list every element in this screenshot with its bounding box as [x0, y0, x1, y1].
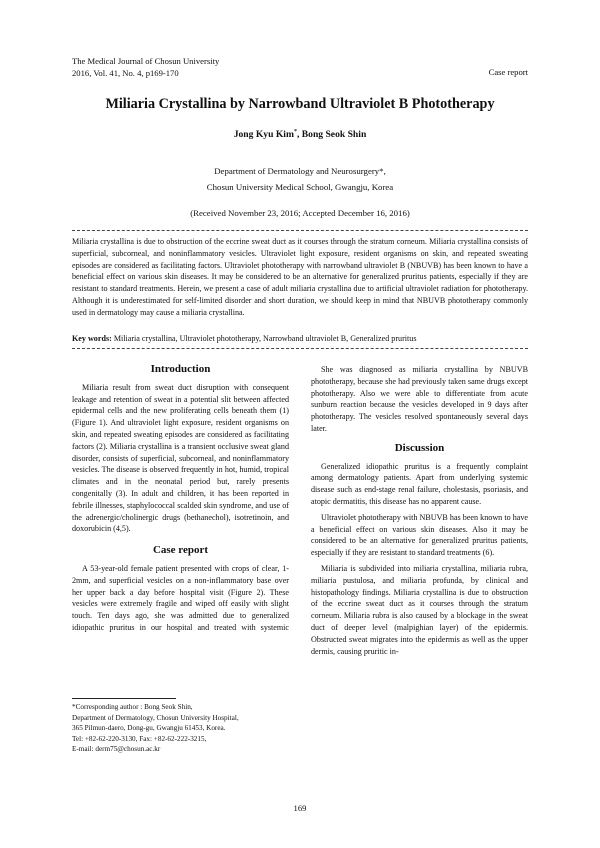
footnote-divider: [72, 698, 176, 699]
keywords-text: Miliaria crystallina, Ultraviolet phototherapy, Narrowband ultraviolet B, Generalized pruritus: [111, 334, 417, 343]
journal-name: The Medical Journal of Chosun University: [72, 56, 220, 66]
footnote-line-4: Tel: +82-62-220-3130, Fax: +82-62-222-3215,: [72, 734, 207, 743]
case-report-heading: Case report: [152, 544, 209, 557]
affiliation-line-2: Chosun University Medical School, Gwangju, Korea: [206, 182, 394, 192]
case-report-paragraph-2: She was diagnosed as miliaria crystallina by NBUVB phototherapy, because she had previously taken same drugs except phototherapy. Also we were able to differentiate from acute sunburn reaction because the vesicles developed in 9 days after phototherapy. The vesicles resolved spontaneously several days later.: [311, 365, 528, 433]
abstract-bottom-divider: [72, 348, 528, 349]
introduction-heading: Introduction: [150, 363, 211, 375]
received-accepted-dates: (Received November 23, 2016; Accepted December 16, 2016): [190, 208, 410, 218]
discussion-paragraph-1: Generalized idiopathic pruritus is a frequently complaint among dermatology patients. Apart from underlying systemic disease such as end-stage renal failure, cholestasis, psoriasis, and atopic dermatitis, this disease has no apparent cause.: [311, 461, 528, 506]
abstract-top-divider: [72, 230, 528, 231]
first-author: Jong Kyu Kim: [233, 129, 294, 141]
footnote-line-1: *Corresponding author : Bong Seok Shin,: [72, 703, 193, 711]
author-line: [40, 129, 560, 140]
abstract-text: Miliaria crystallina is due to obstruction of the eccrine sweat duct as it courses through the stratum corneum. Miliaria crystallina consists of superficial, subcorneal, and noninflammatory vesicles. Ultraviolet light exposure, resident organisms on skin, and repeated sweating episodes are considered as facilitating factors. Ultraviolet phototherapy with narrowband ultraviolet B (NBUVB) has been known to have a beneficial effect on various skin diseases. It may be considered to be an alternative for generalized pruritus patients, especially if they are resistant to standard treatments. Herein, we present a case of adult miliaria crystallina due to artificial ultraviolet radiation for phototherapy. Although it is underestimated for self-limited disorder and short duration, we should keep in mind that NBUVB phototherapy commonly used in dermatology may cause a miliaria crystallina.: [72, 237, 528, 317]
case-report-paragraph-1-start: A 53-year-old female patient presented with crops of clear, 1-2mm, and superficial vesicles on a non-inflammatory base over her upper back a day before hospital visit (Figure 2). These vesicles were extremely fragile and wiped off easily with slight touch. Ten days ago, she was admitted due to generalized idiopathic pruritus in our hospital and treated with systemic: [72, 563, 289, 632]
footnote-email[interactable]: E-mail: derm75@chosun.ac.kr: [72, 745, 161, 754]
article-title: Miliaria Crystallina by Narrowband Ultraviolet B Phototherapy: [105, 96, 495, 112]
left-column: [72, 364, 289, 633]
discussion-paragraph-2: Ultraviolet phototherapy with NBUVB has been known to have a beneficial effect on various skin diseases. Also it may be considered to be an alternative for generalized pruritus patients, especially if they are resistant to standard treatments (6).: [311, 512, 528, 558]
discussion-paragraph-3: Miliaria is subdivided into miliaria crystallina, miliaria rubra, miliaria pustulosa, and miliaria profunda, by clinical and histopathology findings. Miliaria crystallina is due to obstruction of the eccrine sweat duct as it courses through the stratum corneum. Miliaria rubra is also caused by a blockage in the sweat duct of deeper level (malpighian layer) of the epidermis. Obstructed sweat migrates into the epidermis as well as the upper dermis, causing pruritic in-: [311, 563, 528, 656]
other-authors: , Bong Seok Shin: [296, 129, 367, 141]
article-type: Case report: [488, 67, 528, 77]
keywords-label: Key words:: [72, 334, 112, 343]
page-number: 169: [293, 803, 307, 813]
corresponding-author-footnote: [72, 702, 292, 755]
discussion-heading: Discussion: [394, 441, 445, 454]
author-mark: *: [293, 129, 297, 135]
affiliation-line-1: Department of Dermatology and Neurosurgery*,: [214, 166, 386, 176]
right-column: [311, 364, 528, 657]
affiliation: [40, 163, 560, 195]
footnote-line-2: Department of Dermatology, Chosun University Hospital,: [72, 713, 239, 722]
footnote-line-3: 365 Pilmun-daero, Dong-gu, Gwangju 61453, Korea.: [72, 724, 226, 733]
journal-info: [72, 55, 219, 79]
introduction-paragraph: Miliaria result from sweat duct disruption with consequent leakage and retention of sweat in a potential slit between affected epidermal cells and the new proliferating cells beneath them (1) (Figure 1). And ultraviolet light exposure, resident organisms on skin, and repeated sweating episodes are considered as facilitating factors (2). Miliaria crystallina is a transient occlusive sweat gland disorder, consists of superficial, subcorneal, and noninflammatory vesicles. The disease is observed frequently in hot, humid, tropical climates and in the neonatal period but, rarely presents congenitally (3). In adult and children, it has been reported in febrile illnesses, staphylococcal scalded skin syndrome, and use of the adrenergic/cholinergic drugs (bethanechol), isotretinoin, and doxorubicin (4,5).: [72, 382, 289, 534]
journal-volume: 2016, Vol. 41, No. 4, p169-170: [72, 68, 179, 78]
keywords: [72, 333, 528, 344]
